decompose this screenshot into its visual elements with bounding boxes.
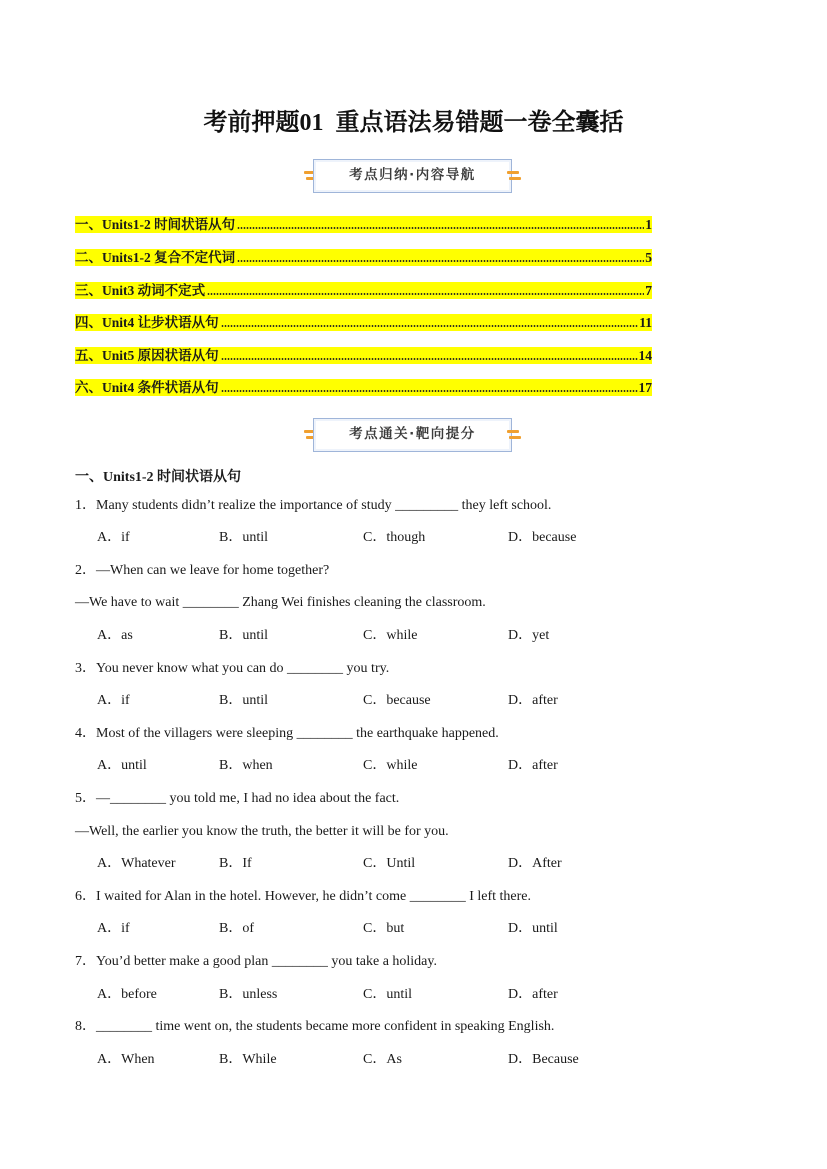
toc-dot-leader (221, 325, 639, 327)
toc-highlight (75, 249, 652, 266)
option-d: D．after (508, 758, 558, 774)
question-stem (75, 653, 775, 686)
question-text-continued: —We have to wait ________ Zhang Wei finishes cleaning the classroom. (75, 595, 486, 611)
toc-highlight (75, 216, 652, 233)
toc-entry-page: 5 (645, 250, 652, 266)
option-b: B．when (219, 758, 273, 774)
option-a: A．before (97, 986, 157, 1002)
question-text: You never know what you can do ________ you try. (96, 660, 390, 676)
question-text: ________ time went on, the students became more confident in speaking English. (96, 1019, 555, 1035)
toc-entry-page: 7 (645, 282, 652, 298)
option-a: A．until (97, 758, 147, 774)
option-b: B．of (219, 921, 254, 937)
option-a: A．if (97, 921, 130, 937)
question-text: Many students didn’t realize the importance of study _________ they left school. (96, 497, 552, 513)
toc-highlight (75, 379, 652, 396)
option-a: A．if (97, 530, 130, 546)
question-options (75, 620, 775, 653)
question-text: You’d better make a good plan ________ you take a holiday. (96, 954, 437, 969)
question-text-continued: —Well, the earlier you know the truth, the better it will be for you. (75, 823, 449, 839)
table-of-contents (75, 209, 652, 405)
option-c: C．because (363, 693, 431, 709)
option-c: C．though (363, 530, 426, 546)
toc-dot-leader (237, 260, 644, 262)
toc-entry-page: 11 (639, 315, 652, 331)
option-d: D．Because (508, 1051, 579, 1067)
question-stem (75, 555, 775, 588)
option-c: C．Until (363, 856, 416, 872)
toc-entry-label: 六、Unit4 条件状语从句 (75, 380, 219, 396)
question-options (75, 913, 775, 946)
option-a: A．Whatever (97, 856, 176, 872)
option-a: A．When (97, 1051, 155, 1067)
option-d: D．After (508, 856, 562, 872)
toc-entry[interactable] (75, 339, 652, 372)
option-d: D．until (508, 921, 558, 937)
toc-entry-page: 14 (638, 347, 652, 363)
toc-highlight (75, 282, 652, 299)
toc-entry-label: 四、Unit4 让步状语从句 (75, 315, 219, 331)
question-stem (75, 881, 775, 914)
banner-content-navigation: 考点归纳·内容导航 (313, 159, 512, 193)
toc-entry-label: 一、Units1-2 时间状语从句 (75, 217, 236, 233)
toc-entry[interactable] (75, 306, 652, 339)
toc-entry[interactable] (75, 209, 652, 242)
question-number: 4． (75, 725, 96, 741)
question-stem (75, 490, 775, 523)
question-list (75, 490, 775, 1077)
question-number: 7． (75, 954, 96, 969)
toc-entry[interactable] (75, 372, 652, 405)
question-options (75, 848, 775, 881)
option-b: B．until (219, 530, 269, 546)
question-number: 1． (75, 497, 96, 513)
toc-dot-leader (207, 293, 644, 295)
option-b: B．While (219, 1051, 277, 1067)
banner-practice: 考点通关·靶向提分 (313, 418, 512, 452)
option-d: D．because (508, 530, 577, 546)
toc-highlight (75, 314, 652, 331)
banner-decoration-right-icon (507, 429, 521, 441)
toc-entry-page: 1 (645, 217, 652, 233)
question-text: Most of the villagers were sleeping ________ the earthquake happened. (96, 725, 499, 741)
question-stem (75, 718, 775, 751)
toc-entry[interactable] (75, 274, 652, 307)
question-number: 6． (75, 888, 96, 904)
toc-entry-label: 五、Unit5 原因状语从句 (75, 347, 219, 363)
section-heading: 一、Units1-2 时间状语从句 (75, 470, 242, 485)
option-c: C．but (363, 921, 405, 937)
option-a: A．if (97, 693, 130, 709)
option-d: D．yet (508, 628, 550, 644)
toc-entry[interactable] (75, 241, 652, 274)
option-c: C．while (363, 628, 418, 644)
toc-highlight (75, 347, 652, 364)
option-c: C．As (363, 1051, 402, 1067)
question-number: 3． (75, 660, 96, 676)
question-stem (75, 1011, 775, 1044)
question-stem (75, 783, 775, 816)
option-c: C．while (363, 758, 418, 774)
option-b: B．until (219, 693, 269, 709)
question-text: —________ you told me, I had no idea about the fact. (96, 791, 400, 807)
toc-dot-leader (221, 390, 638, 392)
question-options (75, 750, 775, 783)
question-options (75, 522, 775, 555)
option-b: B．until (219, 628, 269, 644)
question-text: I waited for Alan in the hotel. However, he didn’t come ________ I left there. (96, 888, 531, 904)
option-d: D．after (508, 693, 558, 709)
question-number: 2． (75, 562, 96, 578)
option-b: B．unless (219, 986, 278, 1002)
banner-decoration-right-icon (507, 170, 521, 182)
toc-entry-label: 二、Units1-2 复合不定代词 (75, 250, 236, 266)
option-b: B．If (219, 856, 252, 872)
option-d: D．after (508, 986, 558, 1002)
page-title: 考前押题01 重点语法易错题一卷全囊括 (203, 110, 624, 136)
question-options (75, 685, 775, 718)
option-a: A．as (97, 628, 133, 644)
toc-dot-leader (221, 358, 638, 360)
question-stem (75, 946, 775, 979)
question-text: —When can we leave for home together? (96, 562, 330, 578)
question-options (75, 979, 775, 1012)
toc-entry-page: 17 (638, 380, 652, 396)
toc-entry-label: 三、Unit3 动词不定式 (75, 282, 206, 298)
question-number: 8． (75, 1019, 96, 1035)
toc-dot-leader (237, 227, 644, 229)
option-c: C．until (363, 986, 413, 1002)
question-options (75, 1044, 775, 1077)
question-number: 5． (75, 791, 96, 807)
